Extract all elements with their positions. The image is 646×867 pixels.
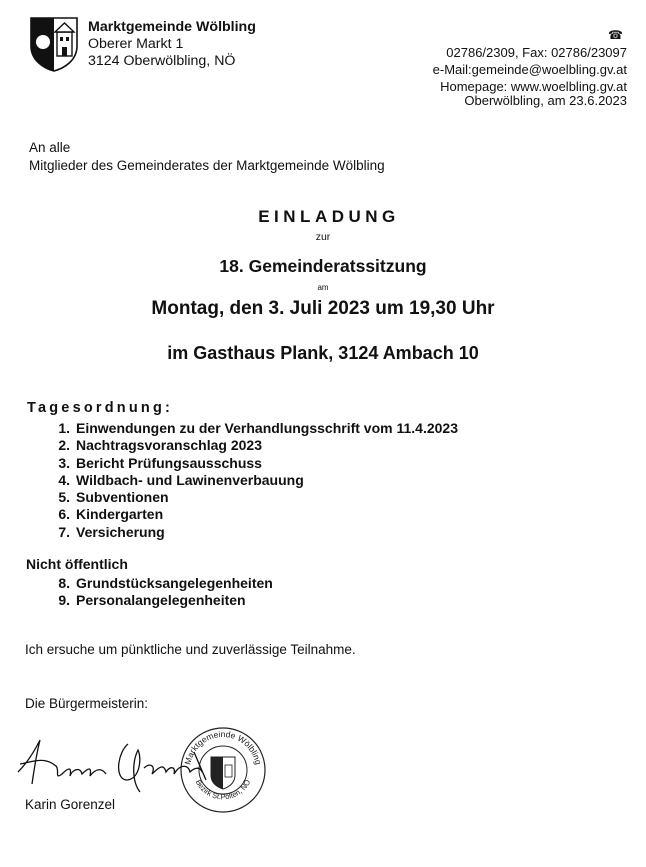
- agenda-item-number: 4.: [58, 471, 70, 488]
- agenda-item-number: 7.: [58, 523, 70, 540]
- agenda-item-text: Kindergarten: [76, 506, 164, 523]
- phone-line: [433, 27, 627, 61]
- agenda-item-number: 2.: [58, 437, 70, 454]
- recipients-line-2: Mitglieder des Gemeinderates der Marktgemeinde Wölbling: [29, 158, 385, 173]
- recipients: [29, 139, 385, 175]
- recipients-line-1: An alle: [29, 140, 71, 155]
- seal-bottom-text: Bezirk St.Pölten, NÖ: [193, 778, 253, 802]
- agenda-item-text: Versicherung: [76, 523, 165, 540]
- telephone-icon: ☎: [608, 28, 623, 42]
- municipal-crest-logo: [29, 16, 79, 72]
- agenda-item: [46, 592, 273, 609]
- agenda-item-text: Wildbach- und Lawinenverbauung: [76, 471, 304, 488]
- agenda-item: [46, 472, 458, 489]
- agenda-item-number: 6.: [58, 506, 70, 523]
- invitation-am: am: [317, 283, 329, 292]
- non-public-list: [46, 575, 273, 610]
- agenda-item-text: Einwendungen zu der Verhandlungsschrift vom 11.4.2023: [76, 420, 458, 436]
- agenda-heading: Tagesordnung:: [27, 400, 174, 416]
- agenda-item: [46, 506, 458, 523]
- meeting-datetime: Montag, den 3. Juli 2023 um 19,30 Uhr: [151, 298, 495, 319]
- official-seal-stamp: [178, 725, 268, 815]
- signature-label: Die Bürgermeisterin:: [25, 696, 149, 711]
- agenda-item-text: Personalangelegenheiten: [76, 592, 246, 609]
- svg-text:Bezirk St.Pölten, NÖ: [194, 778, 253, 801]
- email-line: e-Mail:gemeinde@woelbling.gv.at: [432, 62, 627, 77]
- contact-block: [433, 27, 627, 95]
- agenda-item: [46, 455, 458, 472]
- signer-name: Karin Gorenzel: [25, 797, 116, 812]
- agenda-item-text: Grundstücksangelegenheiten: [76, 575, 273, 591]
- closing-sentence: Ich ersuche um pünktliche und zuverlässige Teilnahme.: [25, 642, 356, 657]
- seal-top-text: Marktgemeinde Wölbling: [182, 729, 264, 766]
- phone-fax: 02786/2309, Fax: 02786/23097: [446, 45, 627, 60]
- agenda-item-number: 5.: [58, 489, 70, 506]
- invitation-zur: zur: [315, 231, 331, 243]
- city-address: 3124 Oberwölbling, NÖ: [88, 53, 236, 69]
- agenda-item-number: 9.: [58, 592, 70, 609]
- agenda-item: [46, 437, 458, 454]
- sender-address: [88, 19, 256, 70]
- agenda-item: [46, 575, 273, 592]
- agenda-list: [46, 420, 458, 541]
- agenda-item-text: Nachtragsvoranschlag 2023: [76, 437, 262, 454]
- agenda-item-text: Bericht Prüfungsausschuss: [76, 454, 262, 471]
- agenda-item: [46, 489, 458, 506]
- agenda-item-number: 3.: [58, 454, 70, 471]
- street-address: Oberer Markt 1: [88, 36, 184, 52]
- municipality-name: Marktgemeinde Wölbling: [88, 19, 256, 35]
- non-public-heading: Nicht öffentlich: [26, 556, 128, 572]
- date-line: Oberwölbling, am 23.6.2023: [464, 93, 627, 108]
- agenda-item: [46, 420, 458, 437]
- agenda-item-number: 1.: [58, 420, 70, 436]
- agenda-item-text: Subventionen: [76, 489, 169, 506]
- agenda-item: [46, 524, 458, 541]
- svg-text:Marktgemeinde Wölbling: [182, 729, 263, 766]
- meeting-name: 18. Gemeinderatssitzung: [219, 256, 427, 276]
- meeting-venue: im Gasthaus Plank, 3124 Ambach 10: [167, 343, 479, 363]
- agenda-item-number: 8.: [58, 575, 70, 591]
- invitation-title: EINLADUNG: [258, 207, 400, 226]
- homepage-line: Homepage: www.woelbling.gv.at: [440, 79, 627, 94]
